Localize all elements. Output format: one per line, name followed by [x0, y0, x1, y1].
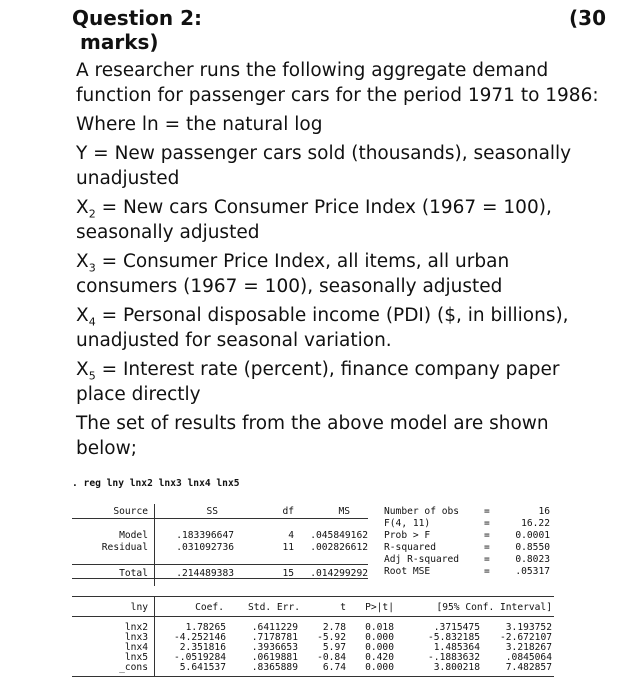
intro-paragraph: A researcher runs the following aggregate demand function for passenger cars for the period 1971 to 1986:	[76, 60, 599, 106]
stat-value: .05317	[515, 566, 550, 577]
anova-ms: .045849162	[310, 530, 368, 541]
coef-header-p: P>|t|	[365, 602, 394, 613]
stat-label: Adj R-squared	[384, 554, 460, 565]
definition-y: Y = New passenger cars sold (thousands), seasonally unadjusted	[76, 143, 572, 189]
anova-ss: .031092736	[176, 542, 234, 553]
stat-eq: =	[484, 530, 490, 541]
question-title: Question 2:	[72, 6, 202, 30]
stat-label: Number of obs	[384, 506, 460, 517]
stat-value: 16	[538, 506, 550, 517]
anova-header-df: df	[282, 506, 294, 517]
stat-value: 0.8550	[515, 542, 550, 553]
definition-ln: Where ln = the natural log	[76, 114, 323, 135]
definition-x5: $X_5$ = Interest rate (percent), finance company paper place directly	[76, 359, 560, 405]
definition-x4: $X_4$ = Personal disposable income (PDI) ($, in billions), unadjusted for seasonal variation.	[76, 305, 569, 351]
stat-eq: =	[484, 554, 490, 565]
stat-value: 0.0001	[515, 530, 550, 541]
anova-header-source: Source	[113, 506, 148, 517]
stat-label: Root MSE	[384, 566, 431, 577]
anova-total-ss: .214489383	[176, 568, 234, 579]
anova-table	[72, 504, 632, 588]
coef-header-t: t	[340, 602, 346, 613]
stat-eq: =	[484, 566, 490, 577]
stat-label: F(4, 11)	[384, 518, 431, 529]
coefficient-table: lny Coef. Std. Err. t P>|t| [95% Conf. Interval] lnx2 1.78265 .6411229 2.78 0.018 .3715475 3.193752 lnx3 -4.252146 .7178781 -5.92 0.000 -5.832185 -2.672107 lnx4 2.351816 .3936653 5.97 0.000 1.485364 3.218267 lnx5 -.0519284 .0619881 -0.84 0.420 -.1883632 .0845064 _cons 5.641537 .8365889 6.74 0.000 3.800218 7.482857	[72, 594, 632, 676]
coef-header-coef: Coef.	[195, 602, 224, 613]
coef-header-var: lny	[130, 602, 148, 613]
question-heading	[72, 6, 612, 54]
anova-source: Model	[119, 530, 148, 541]
stat-eq: =	[484, 518, 490, 529]
anova-source: Residual	[101, 542, 148, 553]
anova-total-df: 15	[282, 568, 294, 579]
anova-df: 4	[288, 530, 294, 541]
results-intro: The set of results from the above model are shown below;	[76, 413, 549, 459]
anova-header-ss: SS	[206, 506, 218, 517]
stata-command: . reg lny lnx2 lnx3 lnx4 lnx5	[72, 478, 240, 489]
question-marks: (30	[569, 6, 606, 30]
stat-value: 0.8023	[515, 554, 550, 565]
stat-eq: =	[484, 542, 490, 553]
anova-ss: .183396647	[176, 530, 234, 541]
anova-df: 11	[282, 542, 294, 553]
definition-x2: $X_2$ = New cars Consumer Price Index (1967 = 100), seasonally adjusted	[76, 197, 552, 243]
definition-x3: $X_3$ = Consumer Price Index, all items, all urban consumers (1967 = 100), seasonally adjusted	[76, 251, 510, 297]
coef-header-ci: [95% Conf. Interval]	[436, 602, 552, 613]
question-body	[76, 58, 606, 465]
stat-label: Prob > F	[384, 530, 431, 541]
anova-ms: .002826612	[310, 542, 368, 553]
stat-label: R-squared	[384, 542, 436, 553]
coef-header-se: Std. Err.	[248, 602, 300, 613]
anova-total-ms: .014299292	[310, 568, 368, 579]
stat-value: 16.22	[521, 518, 550, 529]
anova-total-source: Total	[119, 568, 148, 579]
stat-eq: =	[484, 506, 490, 517]
question-marks-word: marks)	[80, 30, 159, 54]
anova-header-ms: MS	[338, 506, 350, 517]
